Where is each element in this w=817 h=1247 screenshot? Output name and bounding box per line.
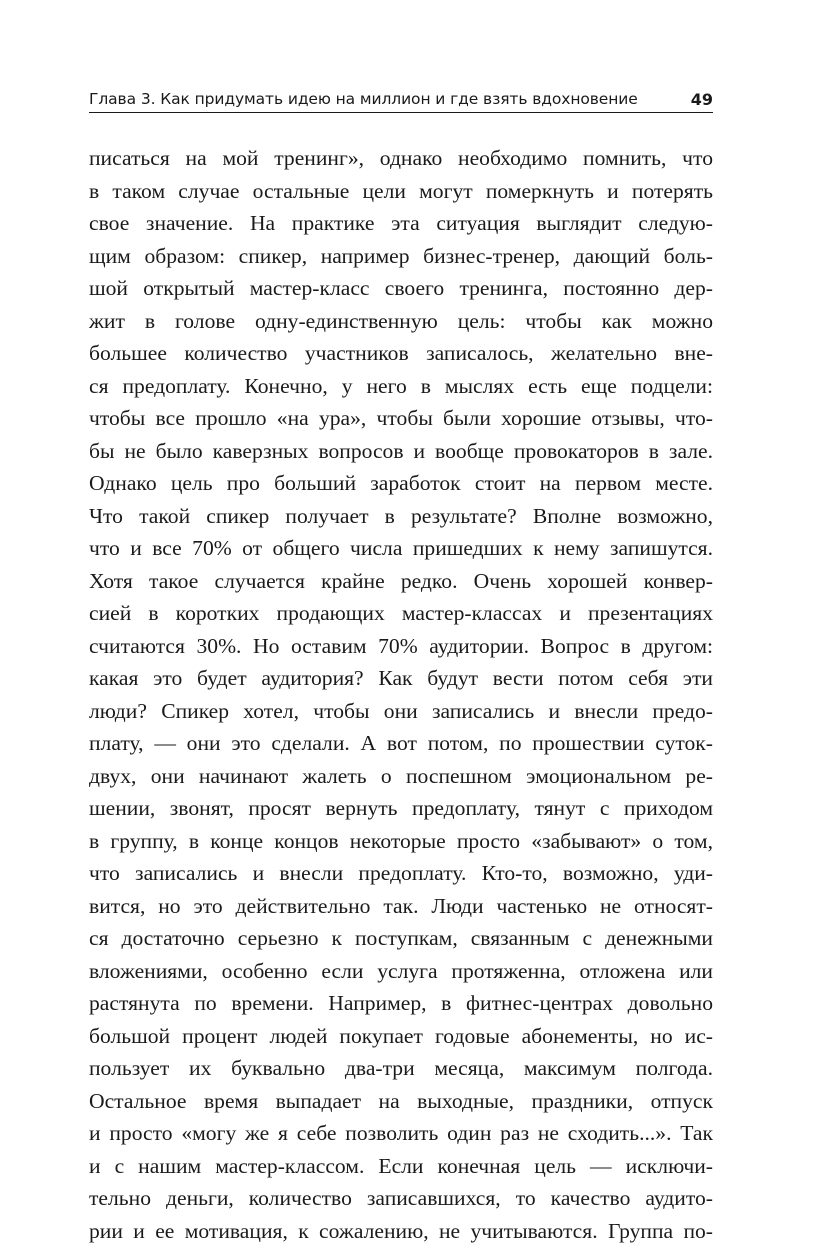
text-line: люди? Спикер хотел, чтобы они записались и внесли предо- xyxy=(89,695,713,728)
text-line: шении, звонят, просят вернуть предоплату, тянут с приходом xyxy=(89,792,713,825)
page-number: 49 xyxy=(691,90,713,109)
text-line: рии и ее мотивация, к сожалению, не учитываются. Группа по- xyxy=(89,1215,713,1247)
text-line: большой процент людей покупает годовые абонементы, но ис- xyxy=(89,1020,713,1053)
text-line: ся предоплату. Конечно, у него в мыслях есть еще подцели: xyxy=(89,370,713,403)
text-line: шой открытый мастер-класс своего тренинга, постоянно дер- xyxy=(89,272,713,305)
text-line: Хотя такое случается крайне редко. Очень хорошей конвер- xyxy=(89,565,713,598)
text-line: и с нашим мастер-классом. Если конечная цель — исключи- xyxy=(89,1150,713,1183)
text-line: что записались и внесли предоплату. Кто-то, возможно, уди- xyxy=(89,857,713,890)
text-line: и просто «могу же я себе позволить один раз не сходить...». Так xyxy=(89,1117,713,1150)
text-line: чтобы все прошло «на ура», чтобы были хорошие отзывы, что- xyxy=(89,402,713,435)
text-line: что и все 70% от общего числа пришедших к нему запишутся. xyxy=(89,532,713,565)
text-line: растянута по времени. Например, в фитнес-центрах довольно xyxy=(89,987,713,1020)
text-line: Что такой спикер получает в результате? Вполне возможно, xyxy=(89,500,713,533)
text-line: вложениями, особенно если услуга протяженна, отложена или xyxy=(89,955,713,988)
text-line: вится, но это действительно так. Люди частенько не относят- xyxy=(89,890,713,923)
text-line: Однако цель про больший заработок стоит на первом месте. xyxy=(89,467,713,500)
text-line: считаются 30%. Но оставим 70% аудитории. Вопрос в другом: xyxy=(89,630,713,663)
text-line: бы не было каверзных вопросов и вообще провокаторов в зале. xyxy=(89,435,713,468)
chapter-title: Глава 3. Как придумать идею на миллион и где взять вдохновение xyxy=(89,90,638,108)
text-line: какая это будет аудитория? Как будут вести потом себя эти xyxy=(89,662,713,695)
text-line: сией в коротких продающих мастер-классах и презентациях xyxy=(89,597,713,630)
text-line: щим образом: спикер, например бизнес-тренер, дающий боль- xyxy=(89,240,713,273)
text-line: большее количество участников записалось, желательно вне- xyxy=(89,337,713,370)
text-line: жит в голове одну-единственную цель: чтобы как можно xyxy=(89,305,713,338)
text-line: двух, они начинают жалеть о поспешном эмоциональном ре- xyxy=(89,760,713,793)
text-line: Остальное время выпадает на выходные, праздники, отпуск xyxy=(89,1085,713,1118)
text-line: ся достаточно серьезно к поступкам, связанным с денежными xyxy=(89,922,713,955)
text-line: свое значение. На практике эта ситуация выглядит следую- xyxy=(89,207,713,240)
text-line: писаться на мой тренинг», однако необходимо помнить, что xyxy=(89,142,713,175)
text-line: в таком случае остальные цели могут померкнуть и потерять xyxy=(89,175,713,208)
text-line: в группу, в конце концов некоторые просто «забывают» о том, xyxy=(89,825,713,858)
text-line: плату, — они это сделали. А вот потом, по прошествии суток- xyxy=(89,727,713,760)
body-text xyxy=(89,142,713,1247)
text-line: тельно деньги, количество записавшихся, то качество аудито- xyxy=(89,1182,713,1215)
running-header xyxy=(89,90,713,113)
text-line: пользует их буквально два-три месяца, максимум полгода. xyxy=(89,1052,713,1085)
